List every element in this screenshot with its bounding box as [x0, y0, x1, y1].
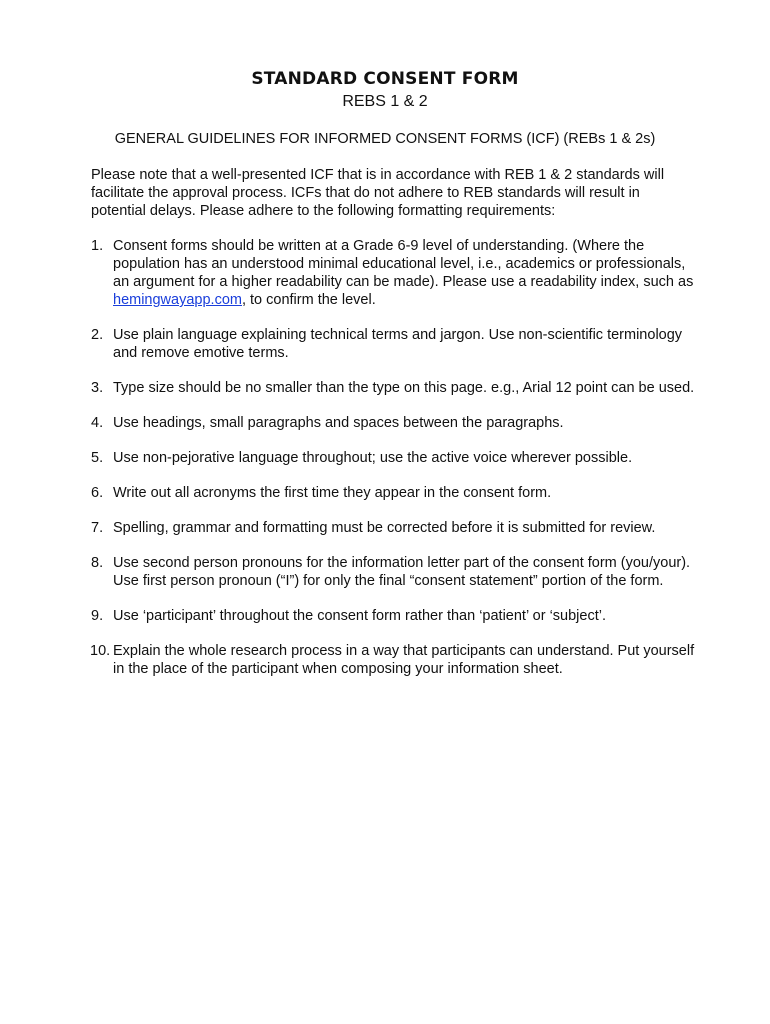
list-item [91, 449, 696, 467]
list-item-number: 4. [91, 415, 104, 431]
page-subtitle: REBS 1 & 2 [342, 93, 428, 110]
list-item [91, 326, 696, 362]
list-item [91, 237, 696, 309]
list-item [91, 607, 696, 625]
list-item-number: 8. [91, 555, 104, 571]
list-item [91, 519, 696, 537]
list-item-text: Use ‘participant’ throughout the consent form rather than ‘patient’ or ‘subject’. [113, 608, 606, 624]
hemingwayapp-link[interactable]: hemingwayapp.com [113, 292, 242, 308]
guidelines-list [91, 237, 696, 695]
list-item [91, 414, 696, 432]
list-item-number: 7. [91, 520, 104, 536]
list-item [91, 379, 696, 397]
list-item-number: 3. [91, 380, 104, 396]
list-item-text: Use second person pronouns for the information letter part of the consent form (you/your). Use first person pronoun (“I”) for only the final “consent statement” portion of the form. [113, 555, 691, 589]
list-item-number: 1. [91, 238, 104, 254]
list-item [91, 554, 696, 590]
list-item-number: 5. [91, 450, 104, 466]
list-item-number: 9. [91, 608, 104, 624]
list-item-number: 6. [91, 485, 104, 501]
list-item-text: Spelling, grammar and formatting must be corrected before it is submitted for review. [113, 520, 656, 536]
list-item-text-end: , to confirm the level. [241, 292, 376, 308]
section-heading: GENERAL GUIDELINES FOR INFORMED CONSENT FORMS (ICF) (REBs 1 & 2s) [114, 131, 656, 147]
list-item-text: Write out all acronyms the first time they appear in the consent form. [113, 485, 552, 501]
list-item-number: 2. [91, 327, 104, 343]
list-item-text: Consent forms should be written at a Grade 6-9 level of understanding. (Where the population has an understood minimal educational level, i.e., academics or professionals, an argument for a higher readability can be made). Please use a readability index, such as [113, 238, 694, 290]
intro-paragraph: Please note that a well-presented ICF that is in accordance with REB 1 & 2 standards will facilitate the approval process. ICFs that do not adhere to REB standards will result in potential delays. Please adhere to the following formatting requirements: [91, 167, 665, 219]
list-item-text: Use plain language explaining technical terms and jargon. Use non-scientific terminology and remove emotive terms. [113, 327, 683, 361]
list-item-text: Use headings, small paragraphs and spaces between the paragraphs. [113, 415, 564, 431]
list-item-number: 10. [90, 643, 111, 659]
list-item-text: Explain the whole research process in a way that participants can understand. Put yourself in the place of the participant when composing your information sheet. [113, 643, 695, 677]
page-title: STANDARD CONSENT FORM [251, 69, 519, 89]
list-item-text: Use non-pejorative language throughout; use the active voice wherever possible. [113, 450, 633, 466]
list-item-text: Type size should be no smaller than the type on this page. e.g., Arial 12 point can be used. [113, 380, 695, 396]
list-item [91, 642, 696, 678]
list-item [91, 484, 696, 502]
